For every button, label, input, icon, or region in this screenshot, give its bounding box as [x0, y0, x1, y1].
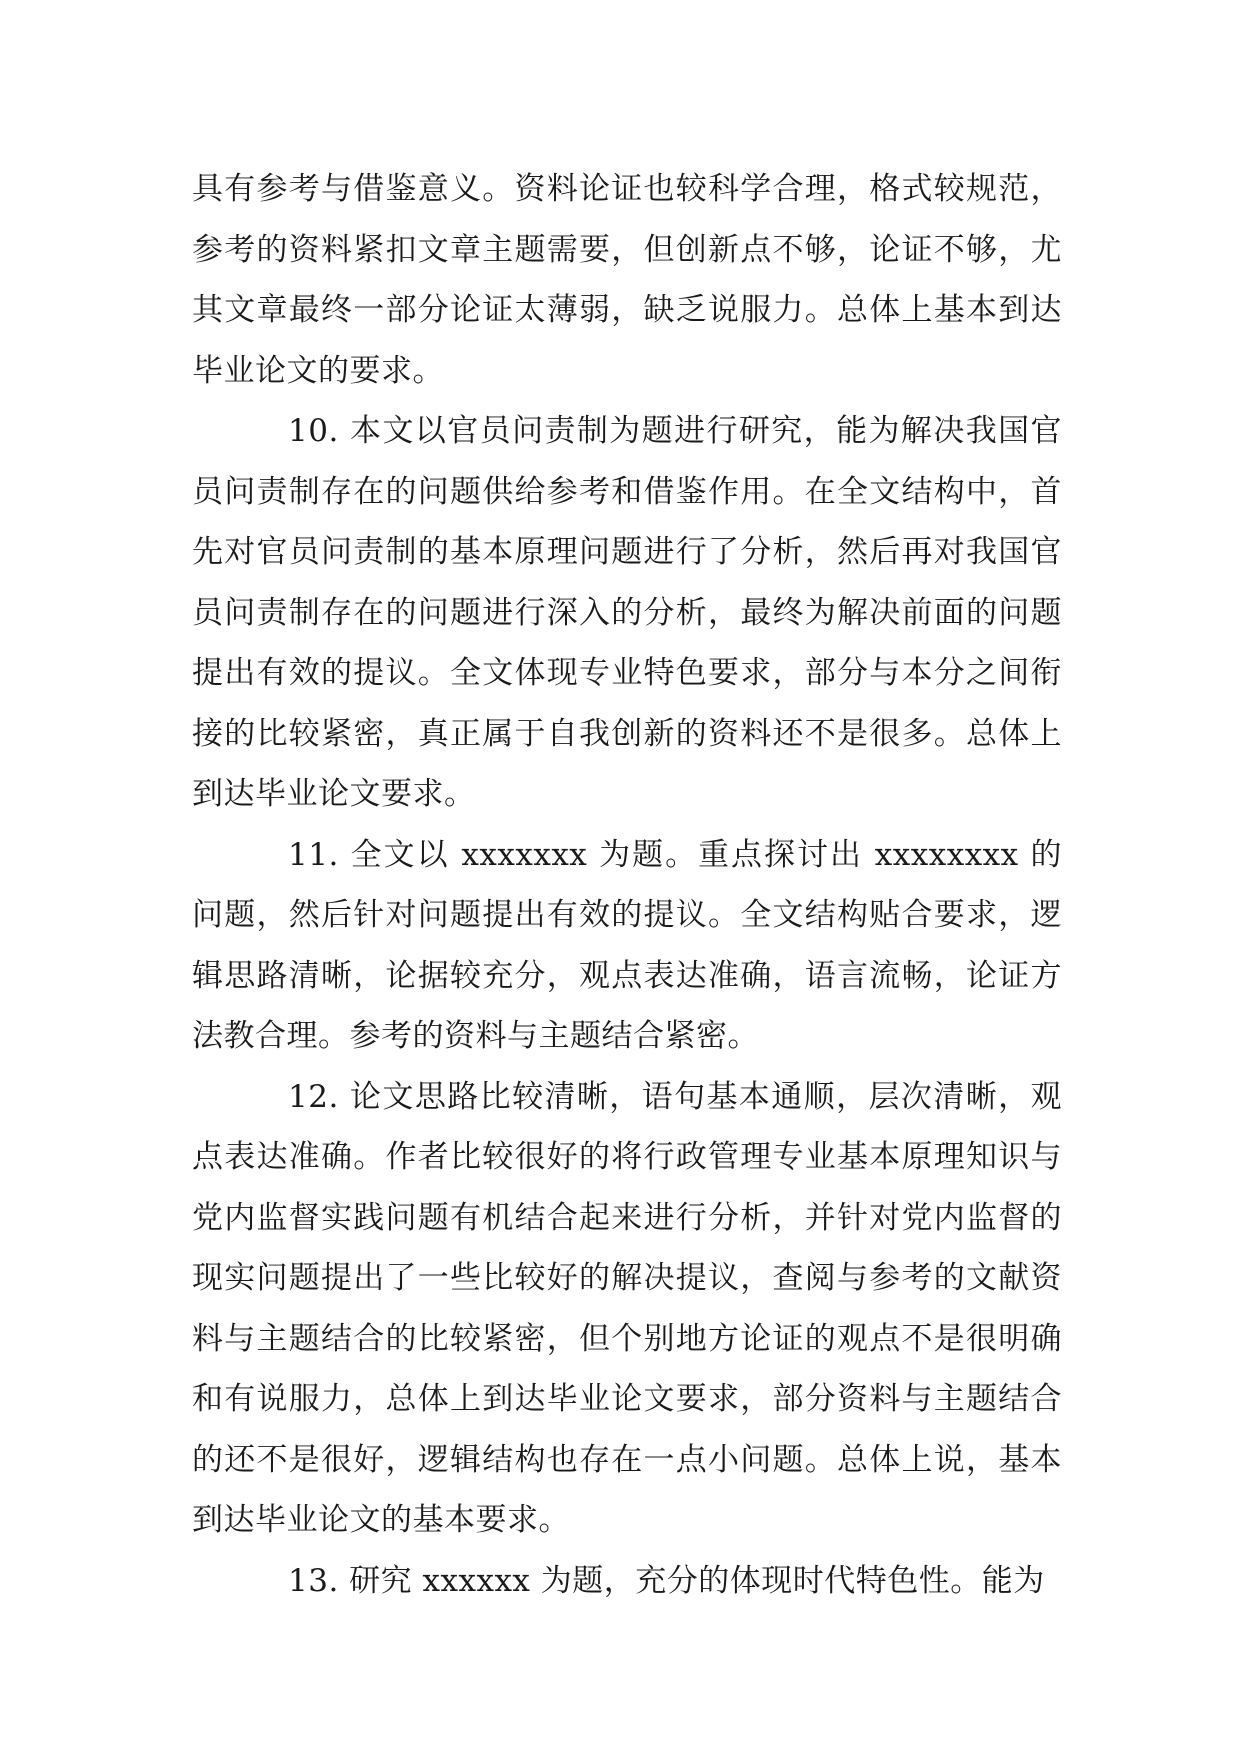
paragraph-item-12: 12. 论文思路比较清晰，语句基本通顺，层次清晰，观点表达准确。作者比较很好的将行政管理专业基本原理知识与党内监督实践问题有机结合起来进行分析，并针对党内监督的现实问题提出了一些比较好的解决提议，查阅与参考的文献资料与主题结合的比较紧密，但个别地方论证的观点不是很明确和有说服力，总体上到达毕业论文要求，部分资料与主题结合的还不是很好，逻辑结构也存在一点小问题。总体上说，基本到达毕业论文的基本要求。 [192, 1078, 1062, 1538]
paragraph-item-13: 13. 研究 xxxxxx 为题，充分的体现时代特色性。能为 [288, 1562, 1045, 1599]
paragraph-item-10: 10. 本文以官员问责制为题进行研究，能为解决我国官员问责制存在的问题供给参考和借鉴作用。在全文结构中，首先对官员问责制的基本原理问题进行了分析，然后再对我国官员问责制存在的问题进行深入的分析，最终为解决前面的问题提出有效的提议。全文体现专业特色要求，部分与本分之间衔接的比较紧密，真正属于自我创新的资料还不是很多。总体上到达毕业论文要求。 [192, 413, 1062, 812]
paragraph-continuation: 具有参考与借鉴意义。资料论证也较科学合理，格式较规范，参考的资料紧扣文章主题需要，但创新点不够，论证不够，尤其文章最终一部分论证太薄弱，缺乏说服力。总体上基本到达毕业论文的要求。 [192, 171, 1062, 389]
paragraph-item-11: 11. 全文以 xxxxxxx 为题。重点探讨出 xxxxxxxx 的问题，然后针对问题提出有效的提议。全文结构贴合要求，逻辑思路清晰，论据较充分，观点表达准确，语言流畅，论证方法教合理。参考的资料与主题结合紧密。 [192, 836, 1062, 1054]
document-body [192, 159, 1062, 1611]
